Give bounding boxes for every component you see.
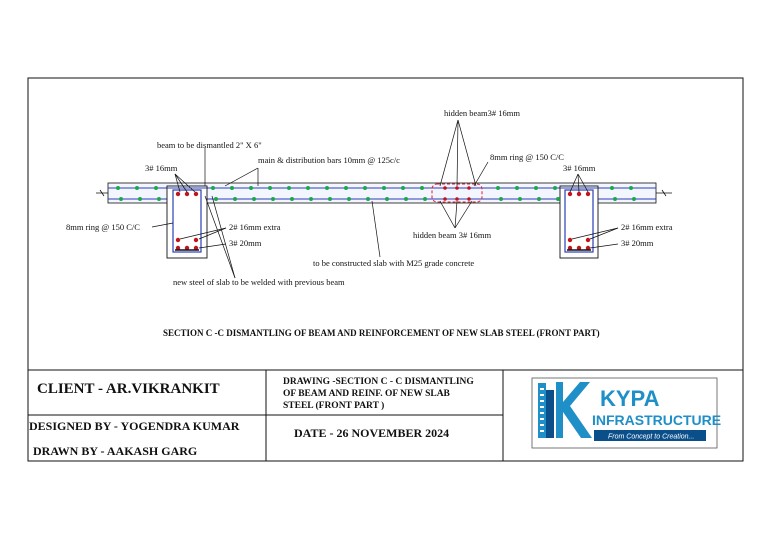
- distribution-bar: [249, 186, 253, 190]
- distribution-bar: [325, 186, 329, 190]
- distribution-bar: [363, 186, 367, 190]
- label-right-top-bars: 3# 16mm: [563, 163, 596, 173]
- hidden-beam-bar: [443, 197, 447, 201]
- drawing-title-line-1: DRAWING -SECTION C - C DISMANTLING: [283, 377, 474, 387]
- drawing-title-line-2: OF BEAM AND REINF. OF NEW SLAB: [283, 389, 450, 399]
- distribution-bar: [515, 186, 519, 190]
- distribution-bar: [328, 197, 332, 201]
- section-caption: SECTION C -C DISMANTLING OF BEAM AND REINFORCEMENT OF NEW SLAB STEEL (FRONT PART): [163, 328, 600, 338]
- distribution-bar: [211, 186, 215, 190]
- hidden-beam-bar: [455, 197, 459, 201]
- distribution-bar: [290, 197, 294, 201]
- label-hidden-beam-top: hidden beam3# 16mm: [444, 108, 521, 118]
- label-left-extra: 2# 16mm extra: [229, 222, 281, 232]
- distribution-bar: [553, 186, 557, 190]
- label-left-bottom: 3# 20mm: [229, 238, 262, 248]
- distribution-bar: [233, 197, 237, 201]
- distribution-bar: [366, 197, 370, 201]
- distribution-bar: [306, 186, 310, 190]
- drawing-title-line-3: STEEL (FRONT PART ): [283, 401, 385, 411]
- distribution-bar: [420, 186, 424, 190]
- label-left-top-bars: 3# 16mm: [145, 163, 178, 173]
- distribution-bar: [268, 186, 272, 190]
- distribution-bar: [404, 197, 408, 201]
- drawn-by: DRAWN BY - AAKASH GARG: [33, 444, 198, 458]
- distribution-bar: [632, 197, 636, 201]
- distribution-bar: [309, 197, 313, 201]
- distribution-bar: [613, 197, 617, 201]
- distribution-bar: [135, 186, 139, 190]
- label-hidden-beam-bottom: hidden beam 3# 16mm: [413, 230, 492, 240]
- logo-name: KYPA: [600, 386, 660, 411]
- label-ring-left: 8mm ring @ 150 C/C: [66, 222, 140, 232]
- label-beam-dismantled: beam to be dismantled 2" X 6": [157, 140, 262, 150]
- distribution-bar: [119, 197, 123, 201]
- label-right-extra: 2# 16mm extra: [621, 222, 673, 232]
- distribution-bar: [347, 197, 351, 201]
- distribution-bar: [423, 197, 427, 201]
- distribution-bar: [116, 186, 120, 190]
- distribution-bar: [230, 186, 234, 190]
- distribution-bar: [382, 186, 386, 190]
- distribution-bar: [252, 197, 256, 201]
- distribution-bar: [496, 186, 500, 190]
- distribution-bar: [287, 186, 291, 190]
- distribution-bar: [556, 197, 560, 201]
- distribution-bar: [157, 197, 161, 201]
- label-right-bottom: 3# 20mm: [621, 238, 654, 248]
- distribution-bar: [271, 197, 275, 201]
- distribution-bar: [344, 186, 348, 190]
- hidden-beam-bar: [467, 186, 471, 190]
- distribution-bar: [534, 186, 538, 190]
- drawing-date: DATE - 26 NOVEMBER 2024: [294, 426, 450, 440]
- logo-subtitle: INFRASTRUCTURE: [592, 412, 722, 428]
- hidden-beam-bar: [443, 186, 447, 190]
- hidden-beam-bar: [455, 186, 459, 190]
- distribution-bar: [401, 186, 405, 190]
- distribution-bar: [499, 197, 503, 201]
- distribution-bar: [537, 197, 541, 201]
- distribution-bar: [610, 186, 614, 190]
- distribution-bar: [385, 197, 389, 201]
- label-slab-concrete: to be constructed slab with M25 grade concrete: [313, 258, 475, 268]
- label-new-steel: new steel of slab to be welded with previous beam: [173, 277, 345, 287]
- distribution-bar: [214, 197, 218, 201]
- distribution-bar: [154, 186, 158, 190]
- hidden-beam-bar: [467, 197, 471, 201]
- logo-tagline: From Concept to Creation...: [608, 433, 695, 441]
- distribution-bar: [518, 197, 522, 201]
- distribution-bar: [629, 186, 633, 190]
- designed-by: DESIGNED BY - YOGENDRA KUMAR: [29, 419, 240, 433]
- section-drawing: [66, 108, 673, 338]
- logo-building-icon: [538, 383, 546, 438]
- title-block: [28, 370, 503, 461]
- company-logo: [532, 378, 721, 448]
- label-main-distribution: main & distribution bars 10mm @ 125c/c: [258, 155, 400, 165]
- distribution-bar: [138, 197, 142, 201]
- label-ring-right: 8mm ring @ 150 C/C: [490, 152, 564, 162]
- client-name: CLIENT - AR.VIKRANKIT: [37, 381, 220, 397]
